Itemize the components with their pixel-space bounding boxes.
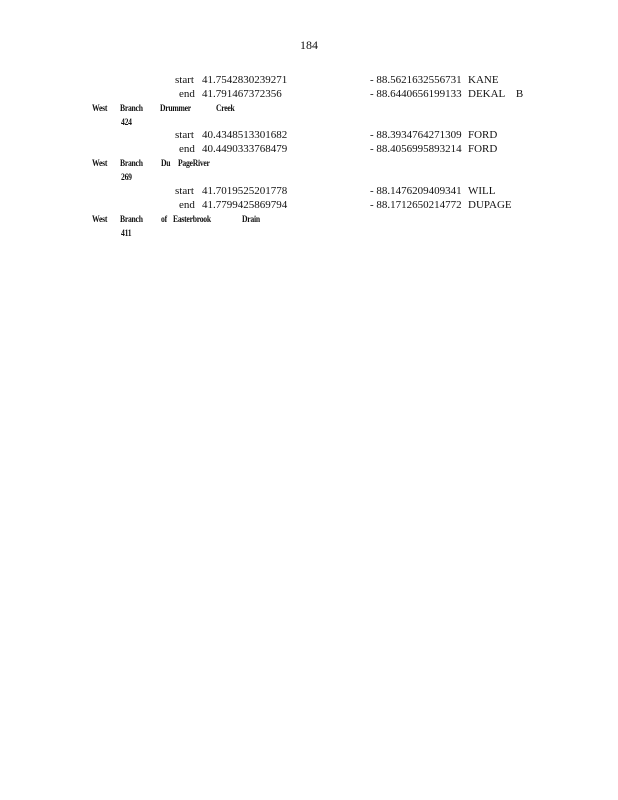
latitude-value: 41.7019525201778 [202, 185, 288, 197]
county-value: FORD [468, 143, 498, 155]
longitude-value: - 88.5621632556731 [370, 74, 462, 86]
start-label: start [175, 185, 194, 197]
stream-word: Branch [120, 214, 143, 224]
longitude-value: - 88.3934764271309 [370, 129, 462, 141]
stream-word: Branch [120, 103, 143, 113]
latitude-value: 41.7799425869794 [202, 199, 288, 211]
stream-id: 411 [121, 228, 132, 238]
stream-word: West [92, 214, 108, 224]
county-value: FORD [468, 129, 498, 141]
stream-word: PageRiver [178, 158, 210, 168]
end-label: end [179, 143, 195, 155]
stream-word: Du [161, 158, 171, 168]
latitude-value: 40.4348513301682 [202, 129, 288, 141]
start-label: start [175, 74, 194, 86]
longitude-value: - 88.1476209409341 [370, 185, 462, 197]
page-number: 184 [300, 38, 318, 52]
county-value: DEKAL B [468, 88, 524, 100]
start-label: start [175, 129, 194, 141]
latitude-value: 41.791467372356 [202, 88, 282, 100]
stream-id: 424 [121, 117, 132, 127]
stream-word: Branch [120, 158, 143, 168]
county-value: DUPAGE [468, 199, 512, 211]
latitude-value: 41.7542830239271 [202, 74, 288, 86]
end-label: end [179, 199, 195, 211]
latitude-value: 40.4490333768479 [202, 143, 288, 155]
stream-word: Easterbrook [173, 214, 211, 224]
longitude-value: - 88.4056995893214 [370, 143, 462, 155]
stream-word: of [161, 214, 167, 224]
stream-word: West [92, 103, 108, 113]
stream-word: Drummer [160, 103, 191, 113]
county-value: KANE [468, 74, 499, 86]
longitude-value: - 88.1712650214772 [370, 199, 462, 211]
stream-id: 269 [121, 172, 132, 182]
longitude-value: - 88.6440656199133 [370, 88, 462, 100]
county-value: WILL [468, 185, 496, 197]
stream-word: West [92, 158, 108, 168]
stream-word: Creek [216, 103, 235, 113]
stream-word: Drain [242, 214, 260, 224]
end-label: end [179, 88, 195, 100]
